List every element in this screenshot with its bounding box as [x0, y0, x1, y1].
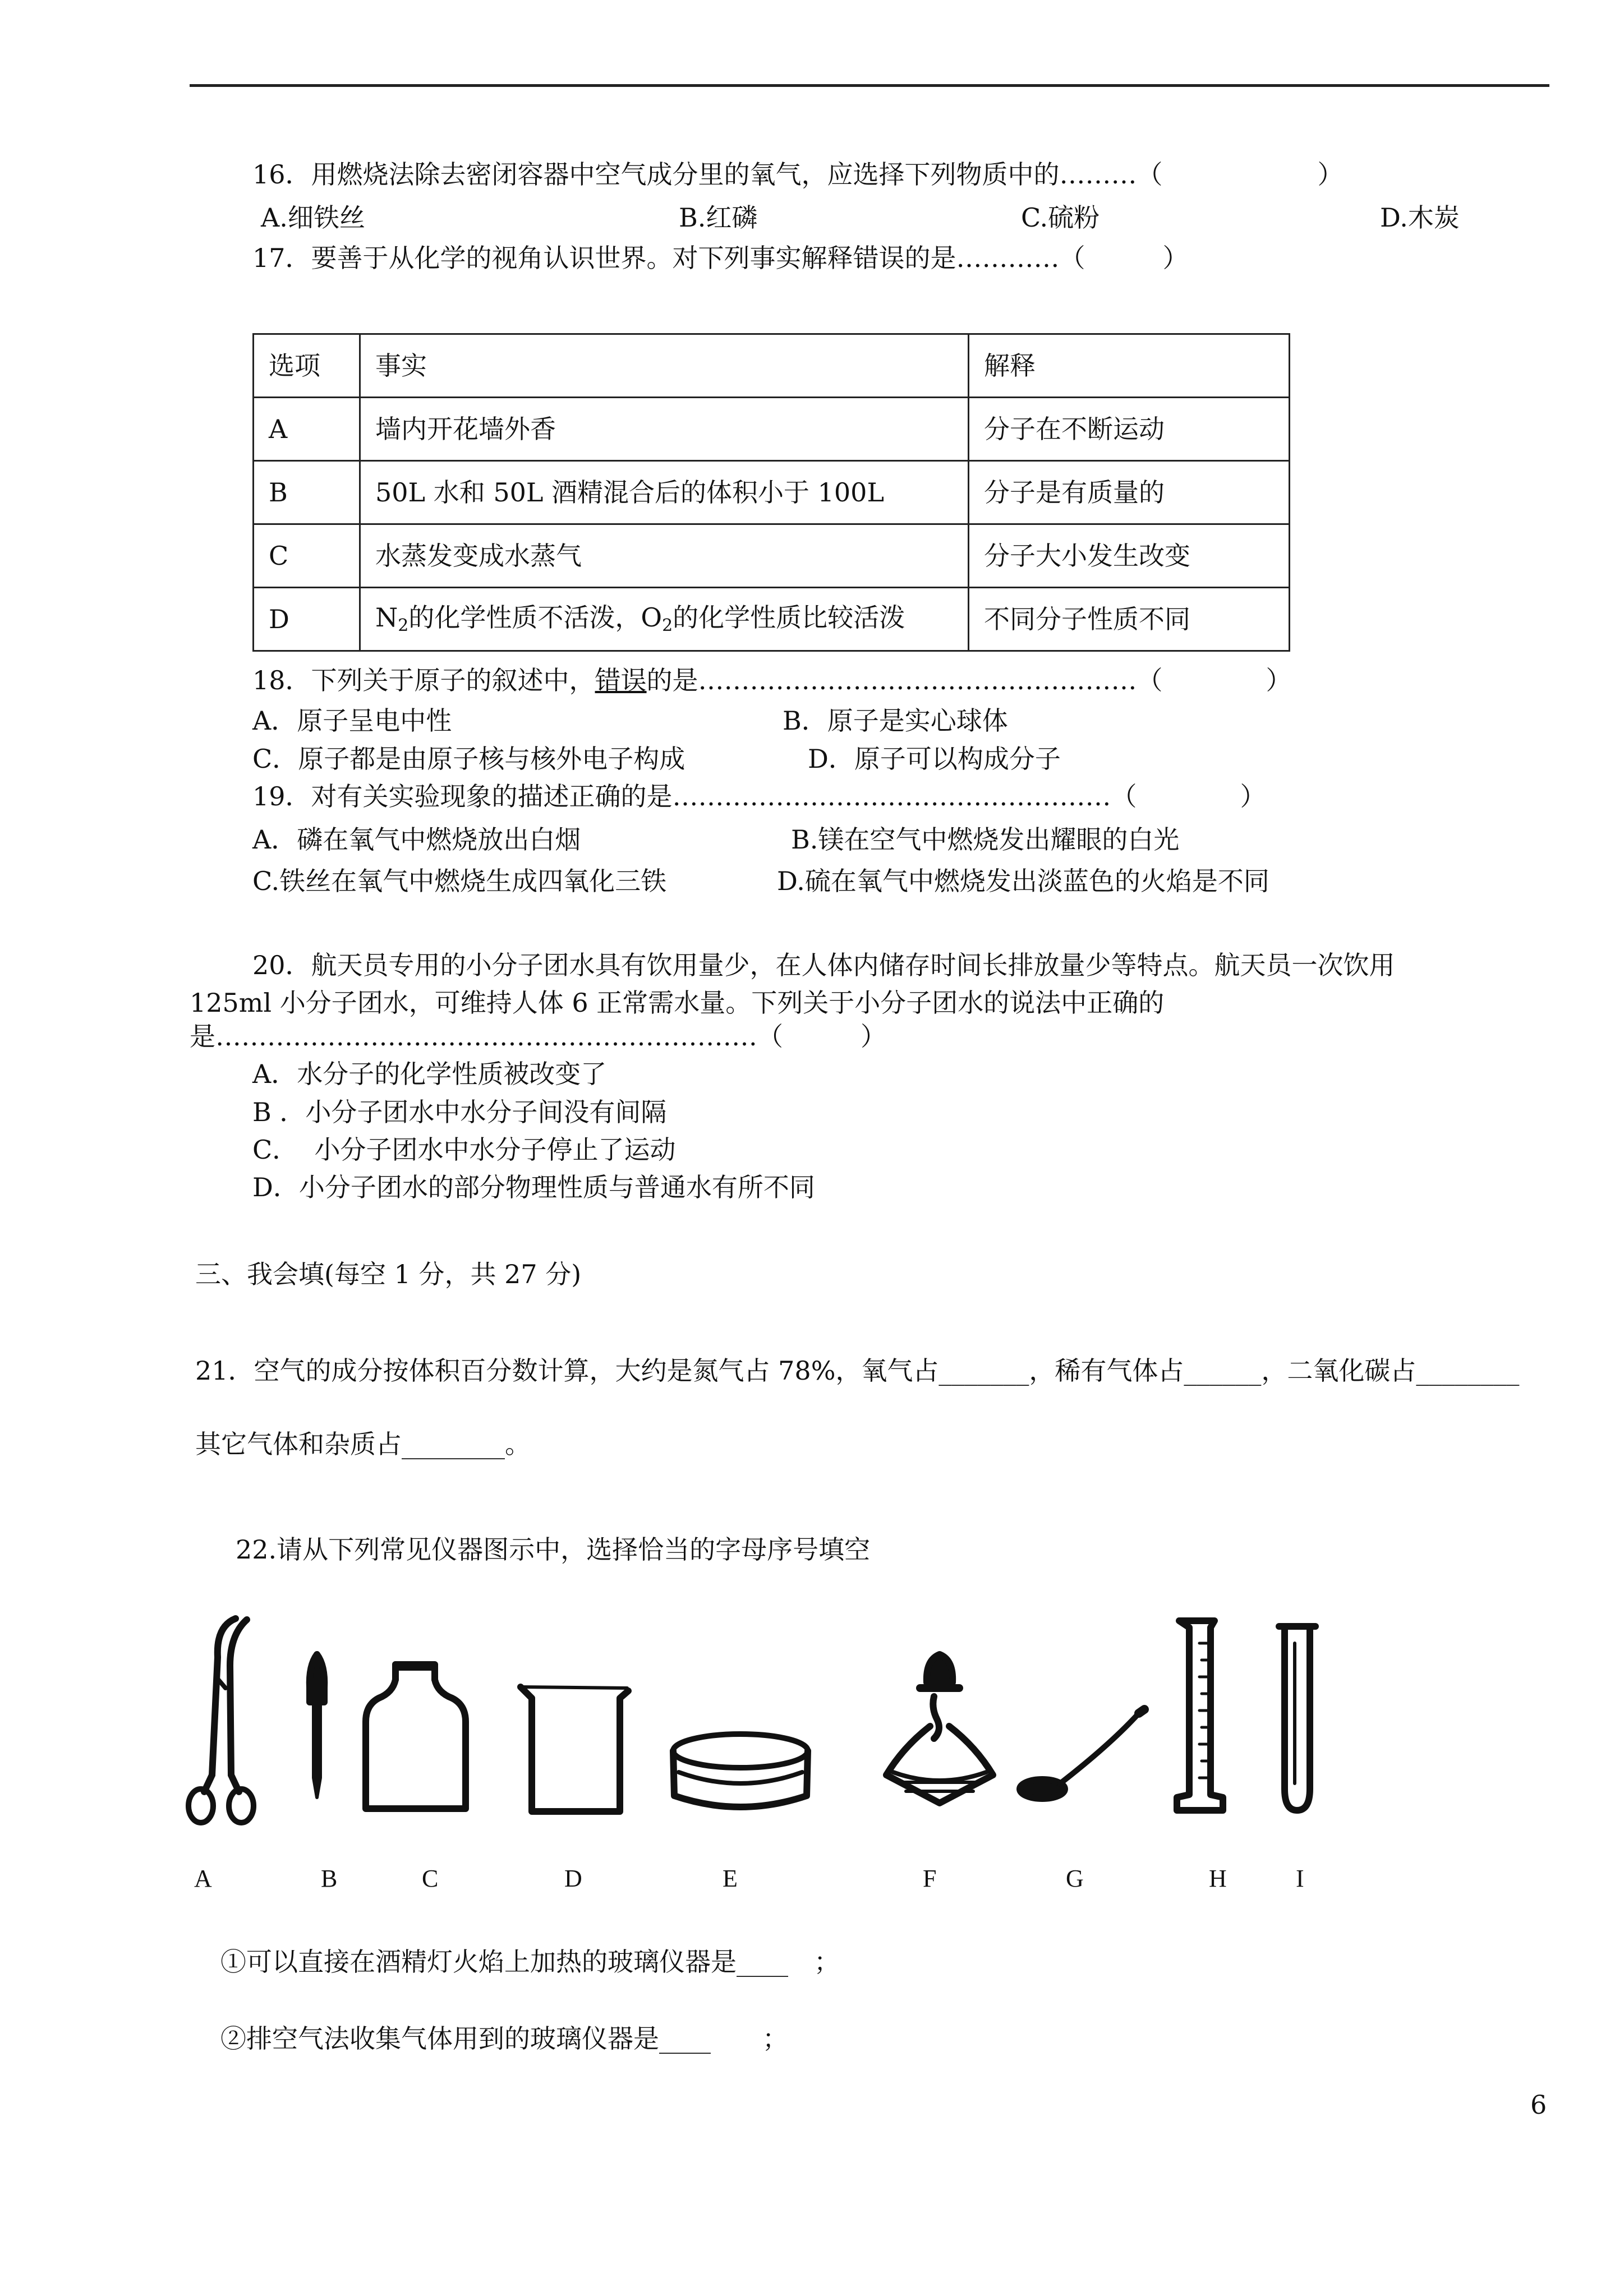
table-cell-explanation: 不同分子性质不同 — [969, 588, 1290, 651]
q16-option-c: C.硫粉 — [1021, 202, 1100, 233]
table-cell-fact: 50L 水和 50L 酒精混合后的体积小于 100L — [360, 461, 969, 524]
spoon-icon — [1020, 1709, 1144, 1799]
tongs-icon — [188, 1619, 254, 1823]
table-cell-explanation: 分子在不断运动 — [969, 398, 1290, 461]
graduated-cylinder-icon — [1177, 1621, 1223, 1810]
instrument-label-f: F — [923, 1865, 937, 1892]
q21-line1: 21．空气的成分按体积百分数计算，大约是氮气占 78%，氧气占_______，稀有气体占______，二氧化碳占________ — [195, 1356, 1520, 1386]
instrument-label-c: C — [422, 1865, 439, 1892]
table-row — [254, 524, 1290, 588]
table-header-row — [254, 334, 1290, 398]
q22-stem: 22.请从下列常见仪器图示中，选择恰当的字母序号填空 — [236, 1534, 871, 1565]
table-header-explanation: 解释 — [969, 334, 1290, 398]
evaporating-dish-icon — [673, 1734, 808, 1807]
q20-line3: 是………………………………………………………（ ） — [190, 1021, 886, 1052]
instrument-label-d: D — [564, 1865, 582, 1892]
table-cell-explanation: 分子是有质量的 — [969, 461, 1290, 524]
table-row — [254, 398, 1290, 461]
section-heading: 三、我会填(每空 1 分，共 27 分) — [195, 1259, 582, 1289]
fact-text: 的化学性质比较活泼 — [673, 602, 905, 633]
q19-option-a: A．磷在氧气中燃烧放出白烟 — [252, 824, 581, 855]
table-header-fact: 事实 — [360, 334, 969, 398]
table-cell-explanation: 分子大小发生改变 — [969, 524, 1290, 588]
table-cell-fact — [360, 588, 969, 651]
instrument-label-e: E — [723, 1865, 738, 1892]
instrument-label-h: H — [1209, 1865, 1227, 1892]
instruments-figure — [185, 1604, 1363, 1828]
q18-option-c: C．原子都是由原子核与核外电子构成 — [252, 744, 686, 774]
subscript: 2 — [398, 615, 409, 635]
q18-stem-part: 的是……………………………………………（ ） — [646, 665, 1292, 695]
instrument-label-i: I — [1296, 1865, 1304, 1892]
table-row — [254, 588, 1290, 651]
table-cell-option: D — [254, 588, 360, 651]
test-tube-icon — [1279, 1626, 1315, 1810]
q18-stem-part: 18．下列关于原子的叙述中， — [252, 665, 595, 695]
formula-n2: N — [375, 602, 398, 633]
q18-option-a: A．原子呈电中性 — [252, 706, 452, 736]
q17-table — [252, 333, 1290, 652]
q17-stem: 17．要善于从化学的视角认识世界。对下列事实解释错误的是…………（ ） — [252, 243, 1189, 273]
instrument-label-g: G — [1066, 1865, 1084, 1892]
fact-text: 的化学性质不活泼，O — [408, 602, 663, 633]
q18-option-b: B．原子是实心球体 — [783, 706, 1008, 736]
table-cell-fact: 水蒸发变成水蒸气 — [360, 524, 969, 588]
page-number: 6 — [1530, 2090, 1547, 2120]
q20-option-a: A．水分子的化学性质被改变了 — [252, 1059, 607, 1089]
q16-option-b: B.红磷 — [679, 202, 758, 233]
q18-stem — [252, 667, 1292, 693]
q20-option-c: C． 小分子团水中水分子停止了运动 — [252, 1135, 676, 1165]
table-cell-option: B — [254, 461, 360, 524]
q18-option-d: D．原子可以构成分子 — [808, 744, 1061, 774]
q19-option-c: C.铁丝在氧气中燃烧生成四氧化三铁 — [252, 866, 667, 896]
table-cell-option: C — [254, 524, 360, 588]
q16-option-a: A.细铁丝 — [261, 202, 365, 233]
header-rule — [190, 84, 1549, 87]
dropper-icon — [310, 1654, 324, 1797]
q22-item-2: ②排空气法收集气体用到的玻璃仪器是____ ； — [220, 2023, 788, 2054]
subscript: 2 — [662, 615, 673, 635]
beaker-icon — [521, 1687, 628, 1811]
q20-line1: 20．航天员专用的小分子团水具有饮用量少，在人体内储存时间长排放量少等特点。航天员一次饮用 — [252, 950, 1395, 980]
instrument-label-a: A — [194, 1865, 212, 1892]
table-row — [254, 461, 1290, 524]
reagent-bottle-icon — [366, 1665, 466, 1809]
q16-option-d: D.木炭 — [1380, 202, 1460, 233]
alcohol-lamp-icon — [886, 1654, 993, 1803]
q19-stem: 19．对有关实验现象的描述正确的是……………………………………………（ ） — [252, 781, 1266, 812]
instrument-label-b: B — [321, 1865, 338, 1892]
q20-line2: 125ml 小分子团水，可维持人体 6 正常需水量。下列关于小分子团水的说法中正确的 — [190, 988, 1165, 1018]
q21-line2: 其它气体和杂质占________。 — [195, 1429, 531, 1459]
q19-option-b: B.镁在空气中燃烧发出耀眼的白光 — [791, 824, 1180, 855]
table-cell-fact: 墙内开花墙外香 — [360, 398, 969, 461]
table-cell-option: A — [254, 398, 360, 461]
q19-option-d: D.硫在氧气中燃烧发出淡蓝色的火焰是不同 — [777, 866, 1269, 896]
q16-stem: 16．用燃烧法除去密闭容器中空气成分里的氧气，应选择下列物质中的………（ ） — [252, 159, 1344, 190]
q20-option-d: D．小分子团水的部分物理性质与普通水有所不同 — [252, 1172, 815, 1202]
table-header-option: 选项 — [254, 334, 360, 398]
q18-stem-emphasis: 错误 — [595, 665, 647, 695]
q20-option-b: B ．小分子团水中水分子间没有间隔 — [252, 1097, 667, 1127]
q22-item-1: ①可以直接在酒精灯火焰上加热的玻璃仪器是____ ； — [220, 1947, 840, 1977]
